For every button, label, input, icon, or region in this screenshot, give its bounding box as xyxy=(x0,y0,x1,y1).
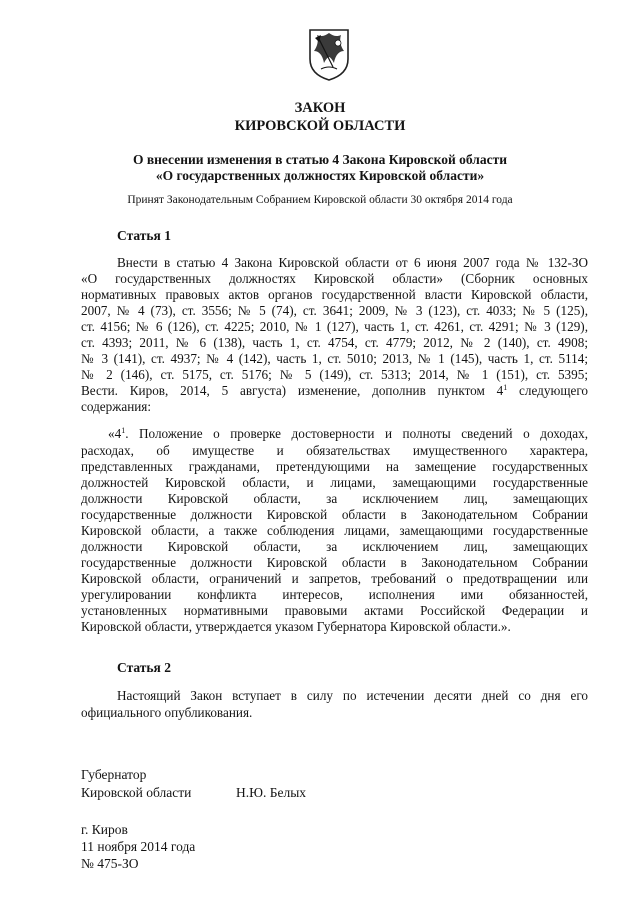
article-2-heading: Статья 2 xyxy=(117,660,171,675)
signing-date: 11 ноября 2014 года xyxy=(81,839,196,854)
adoption-note: Принят Законодательным Собранием Кировской области 30 октября 2014 года xyxy=(127,194,513,206)
signatory-name: Н.Ю. Белых xyxy=(236,785,307,800)
signatory-position-line-2: Кировской области xyxy=(81,785,192,800)
quote-first-line-text: . Положение о проверке достоверности и полноты сведений о доходах, xyxy=(125,426,588,441)
article-1-line xyxy=(81,383,588,399)
quote-line: Кировской области, ограничений и запретов, требований о предотвращении или xyxy=(81,571,588,586)
article-1-line: содержания: xyxy=(81,399,152,414)
article-1-line: нормативных правовых актов органов государственной власти Кировской области, xyxy=(81,287,588,302)
superscript: 1 xyxy=(121,426,126,435)
article-1-heading: Статья 1 xyxy=(117,228,171,243)
quote-line: должностей Кировской области, и лицами, замещающими государственные xyxy=(81,475,588,490)
quote-line xyxy=(108,426,588,442)
signing-city: г. Киров xyxy=(81,822,128,837)
law-number: № 475-ЗО xyxy=(81,856,139,871)
article-1-line-tail: следующего xyxy=(507,383,588,398)
article-1-line: 2007, № 4 (73), ст. 3556; № 5 (74), ст. 3641; 2009, № 3 (123), ст. 4033; № 5 (125), xyxy=(81,303,588,318)
article-1-line: № 3 (141), ст. 4937; № 4 (142), часть 1, ст. 5010; 2013, № 1 (145), часть 1, ст. 5114; xyxy=(81,351,588,366)
quote-line: Кировской области, а также соблюдения лицами, замещающими государственные xyxy=(81,523,588,538)
quote-line: должности Кировской области, за исключением лиц, замещающих xyxy=(81,491,588,506)
quote-line: установленных нормативными правовыми актами Российской Федерации и xyxy=(81,603,588,618)
article-2-line: официального опубликования. xyxy=(81,705,253,720)
superscript: 1 xyxy=(503,383,508,392)
article-1-line: № 2 (146), ст. 5175, ст. 5176; № 5 (149), ст. 5313; 2014, № 1 (151), ст. 5395; xyxy=(81,367,588,382)
article-1-line: Внести в статью 4 Закона Кировской области от 6 июня 2007 года № 132-ЗО xyxy=(117,255,588,270)
coat-of-arms-icon xyxy=(307,27,351,81)
signatory-position-line-1: Губернатор xyxy=(81,767,147,782)
document-type-title: ЗАКОН xyxy=(294,100,346,116)
article-1-line: ст. 4156; № 6 (126), ст. 4225; 2010, № 1 (127), часть 1, ст. 4261, ст. 4291; № 3 (129), xyxy=(81,319,588,334)
quote-line: представленных гражданами, претендующими на замещение государственных xyxy=(81,459,588,474)
region-title: КИРОВСКОЙ ОБЛАСТИ xyxy=(234,118,406,134)
quote-line: урегулировании конфликта интересов, исполнения ими обязанностей, xyxy=(81,587,588,602)
quote-line: Кировской области, утверждается указом Губернатора Кировской области.». xyxy=(81,619,511,634)
law-subject-line-1: О внесении изменения в статью 4 Закона Кировской области xyxy=(132,152,508,167)
article-1-line-text: Вести. Киров, 2014, 5 августа) изменение, дополнив пунктом 4 xyxy=(81,383,504,398)
quote-open: «4 xyxy=(108,426,122,441)
law-subject-line-2: «О государственных должностях Кировской области» xyxy=(155,168,485,183)
quote-line: должности Кировской области, за исключением лиц, замещающих xyxy=(81,539,588,554)
article-1-line: «О государственных должностях Кировской области» (Сборник основных xyxy=(81,271,588,286)
quote-line: государственные должности Кировской области в Законодательном Собрании xyxy=(81,507,588,522)
article-2-line: Настоящий Закон вступает в силу по истечении десяти дней со дня его xyxy=(117,688,588,703)
quote-line: расходах, об имуществе и обязательствах имущественного характера, xyxy=(81,443,588,458)
article-1-line: ст. 4393; 2011, № 6 (138), часть 1, ст. 4754, ст. 4779; 2012, № 2 (140), ст. 4908; xyxy=(81,335,588,350)
quote-line: государственные должности Кировской области в Законодательном Собрании xyxy=(81,555,588,570)
